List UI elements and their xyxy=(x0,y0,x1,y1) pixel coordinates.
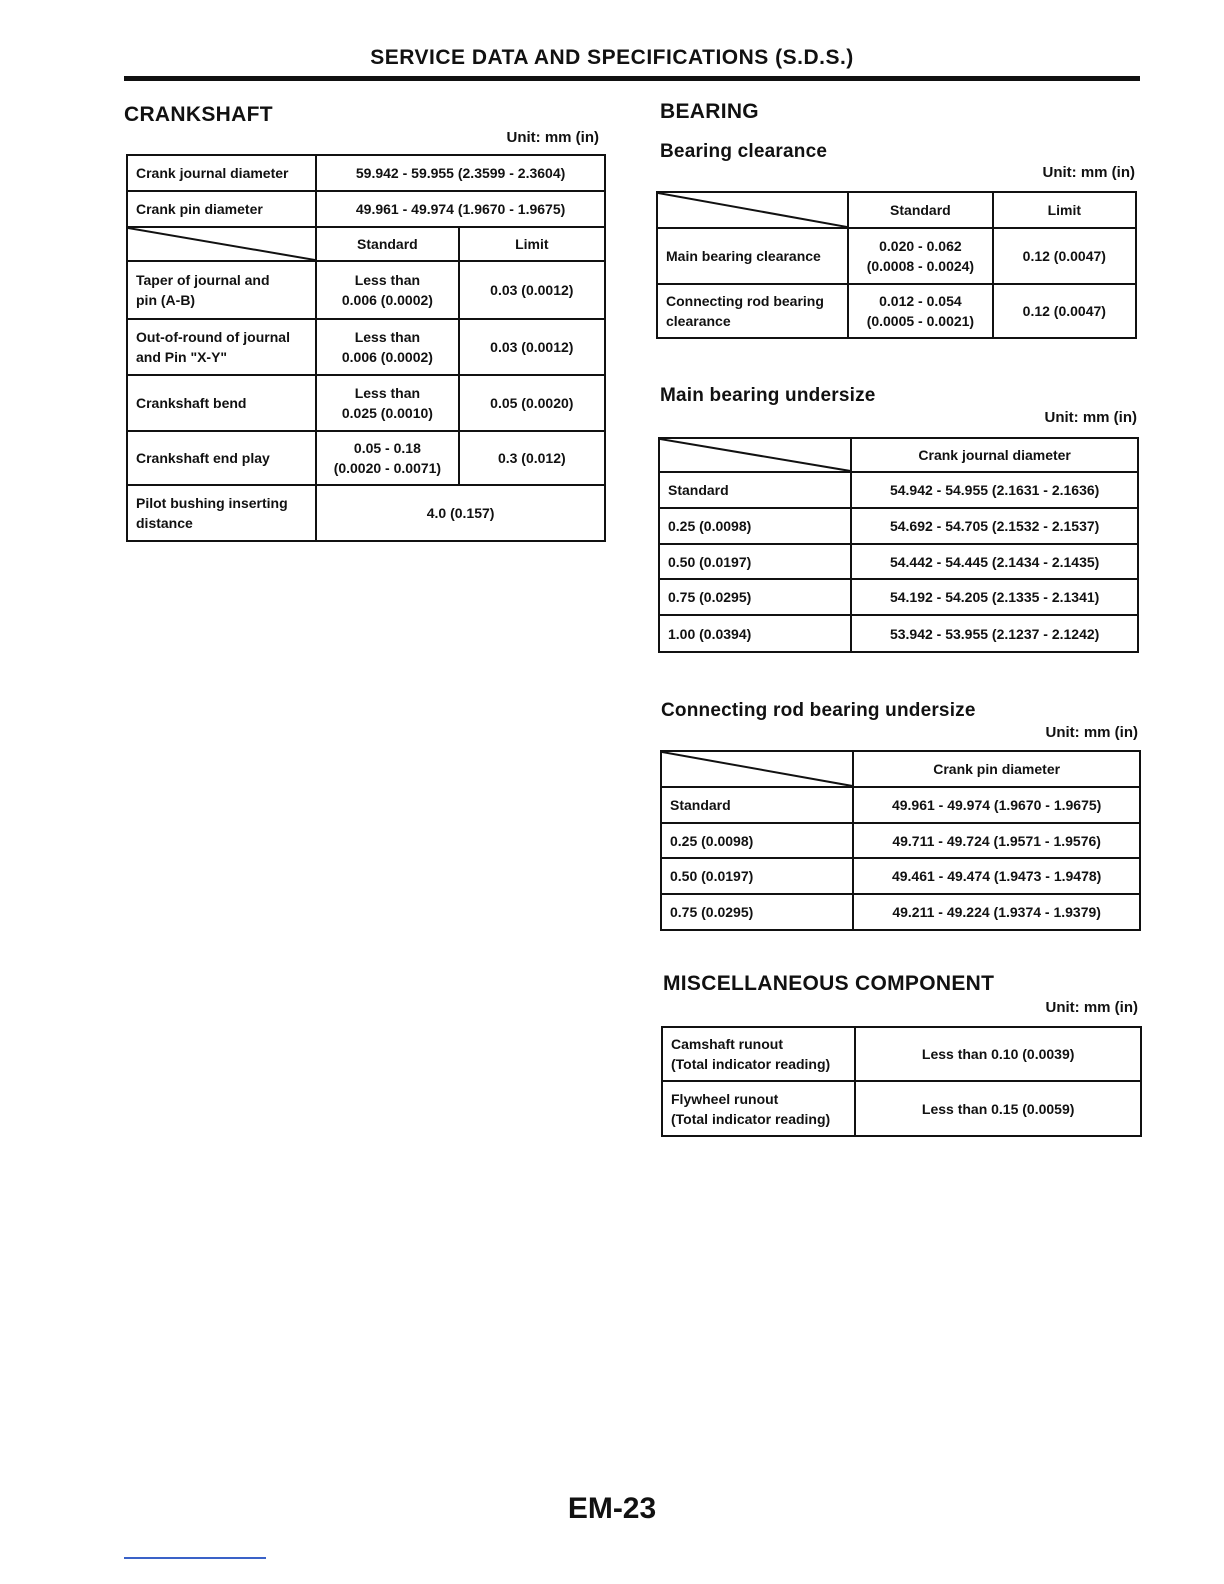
camshaft-runout-value: Less than 0.10 (0.0039) xyxy=(855,1027,1141,1081)
crank-journal-label: Crank journal diameter xyxy=(127,155,316,191)
table-row xyxy=(661,823,1140,858)
crank-pin-label: Crank pin diameter xyxy=(127,191,316,227)
bearing-clearance-table xyxy=(656,191,1137,339)
undersize-value: 53.942 - 53.955 (2.1237 - 2.1242) xyxy=(851,615,1138,652)
end-play-label: Crankshaft end play xyxy=(127,431,316,485)
standard-header: Standard xyxy=(316,227,458,261)
taper-standard: Less than 0.006 (0.0002) xyxy=(316,261,458,319)
table-row xyxy=(127,319,605,375)
main-undersize-unit: Unit: mm (in) xyxy=(1044,409,1137,426)
table-row xyxy=(657,228,1136,284)
table-row xyxy=(127,485,605,541)
table-header-row xyxy=(127,227,605,261)
crank-journal-value: 59.942 - 59.955 (2.3599 - 2.3604) xyxy=(316,155,605,191)
table-row xyxy=(659,508,1138,544)
main-bearing-clearance-limit: 0.12 (0.0047) xyxy=(993,228,1136,284)
undersize-label: 1.00 (0.0394) xyxy=(659,615,851,652)
out-of-round-label: Out-of-round of journal and Pin "X-Y" xyxy=(127,319,316,375)
misc-title: MISCELLANEOUS COMPONENT xyxy=(663,972,995,995)
undersize-label: Standard xyxy=(661,787,853,823)
main-bearing-clearance-label: Main bearing clearance xyxy=(657,228,848,284)
undersize-value: 49.211 - 49.224 (1.9374 - 1.9379) xyxy=(853,894,1140,930)
table-row xyxy=(659,615,1138,652)
table-row xyxy=(659,472,1138,508)
table-row xyxy=(659,579,1138,615)
rod-bearing-clearance-standard: 0.012 - 0.054 (0.0005 - 0.0021) xyxy=(848,284,992,338)
taper-label: Taper of journal and pin (A-B) xyxy=(127,261,316,319)
bottom-link-rule xyxy=(124,1557,266,1559)
crankshaft-bend-limit: 0.05 (0.0020) xyxy=(459,375,605,431)
page-header-title: SERVICE DATA AND SPECIFICATIONS (S.D.S.) xyxy=(370,46,854,69)
main-undersize-table xyxy=(658,437,1139,653)
undersize-label: Standard xyxy=(659,472,851,508)
standard-header: Standard xyxy=(848,192,992,228)
undersize-value: 54.192 - 54.205 (2.1335 - 2.1341) xyxy=(851,579,1138,615)
crankshaft-unit: Unit: mm (in) xyxy=(506,129,599,146)
undersize-value: 54.442 - 54.445 (2.1434 - 2.1435) xyxy=(851,544,1138,579)
end-play-standard: 0.05 - 0.18 (0.0020 - 0.0071) xyxy=(316,431,458,485)
pilot-bushing-label: Pilot bushing inserting distance xyxy=(127,485,316,541)
table-row xyxy=(659,544,1138,579)
crankshaft-bend-label: Crankshaft bend xyxy=(127,375,316,431)
taper-limit: 0.03 (0.0012) xyxy=(459,261,605,319)
camshaft-runout-label: Camshaft runout (Total indicator reading) xyxy=(662,1027,855,1081)
crank-pin-value: 49.961 - 49.974 (1.9670 - 1.9675) xyxy=(316,191,605,227)
table-row xyxy=(662,1081,1141,1136)
end-play-limit: 0.3 (0.012) xyxy=(459,431,605,485)
rod-undersize-unit: Unit: mm (in) xyxy=(1045,724,1138,741)
table-row xyxy=(127,375,605,431)
crank-journal-diameter-header: Crank journal diameter xyxy=(851,438,1138,472)
undersize-value: 49.961 - 49.974 (1.9670 - 1.9675) xyxy=(853,787,1140,823)
table-header-row xyxy=(657,192,1136,228)
undersize-value: 54.942 - 54.955 (2.1631 - 2.1636) xyxy=(851,472,1138,508)
page-number: EM-23 xyxy=(567,1492,657,1525)
table-row xyxy=(127,431,605,485)
table-row xyxy=(127,261,605,319)
misc-table xyxy=(661,1026,1142,1137)
pilot-bushing-value: 4.0 (0.157) xyxy=(316,485,605,541)
diagonal-cell xyxy=(659,438,851,472)
table-row xyxy=(661,787,1140,823)
main-bearing-clearance-standard: 0.020 - 0.062 (0.0008 - 0.0024) xyxy=(848,228,992,284)
bearing-clearance-unit: Unit: mm (in) xyxy=(1042,164,1135,181)
rod-bearing-clearance-limit: 0.12 (0.0047) xyxy=(993,284,1136,338)
undersize-value: 49.461 - 49.474 (1.9473 - 1.9478) xyxy=(853,858,1140,894)
undersize-label: 0.75 (0.0295) xyxy=(661,894,853,930)
out-of-round-standard: Less than 0.006 (0.0002) xyxy=(316,319,458,375)
undersize-label: 0.50 (0.0197) xyxy=(659,544,851,579)
diagonal-cell xyxy=(657,192,848,228)
undersize-label: 0.50 (0.0197) xyxy=(661,858,853,894)
rod-bearing-clearance-label: Connecting rod bearing clearance xyxy=(657,284,848,338)
table-header-row xyxy=(661,751,1140,787)
crankshaft-bend-standard: Less than 0.025 (0.0010) xyxy=(316,375,458,431)
rod-undersize-table xyxy=(660,750,1141,931)
limit-header: Limit xyxy=(993,192,1136,228)
crank-pin-diameter-header: Crank pin diameter xyxy=(853,751,1140,787)
undersize-value: 49.711 - 49.724 (1.9571 - 1.9576) xyxy=(853,823,1140,858)
out-of-round-limit: 0.03 (0.0012) xyxy=(459,319,605,375)
table-row xyxy=(127,155,605,191)
undersize-label: 0.75 (0.0295) xyxy=(659,579,851,615)
table-row xyxy=(657,284,1136,338)
bearing-clearance-title: Bearing clearance xyxy=(660,141,828,162)
diagonal-cell xyxy=(661,751,853,787)
table-row xyxy=(662,1027,1141,1081)
main-undersize-title: Main bearing undersize xyxy=(660,385,876,406)
table-row xyxy=(661,858,1140,894)
table-row xyxy=(127,191,605,227)
flywheel-runout-label: Flywheel runout (Total indicator reading) xyxy=(662,1081,855,1136)
flywheel-runout-value: Less than 0.15 (0.0059) xyxy=(855,1081,1141,1136)
table-header-row xyxy=(659,438,1138,472)
misc-unit: Unit: mm (in) xyxy=(1045,999,1138,1016)
undersize-value: 54.692 - 54.705 (2.1532 - 2.1537) xyxy=(851,508,1138,544)
header-rule xyxy=(124,76,1140,81)
undersize-label: 0.25 (0.0098) xyxy=(659,508,851,544)
table-row xyxy=(661,894,1140,930)
crankshaft-table xyxy=(126,154,606,542)
rod-undersize-title: Connecting rod bearing undersize xyxy=(661,700,976,721)
undersize-label: 0.25 (0.0098) xyxy=(661,823,853,858)
crankshaft-title: CRANKSHAFT xyxy=(124,103,273,126)
diagonal-cell xyxy=(127,227,316,261)
bearing-title: BEARING xyxy=(660,100,759,123)
limit-header: Limit xyxy=(459,227,605,261)
